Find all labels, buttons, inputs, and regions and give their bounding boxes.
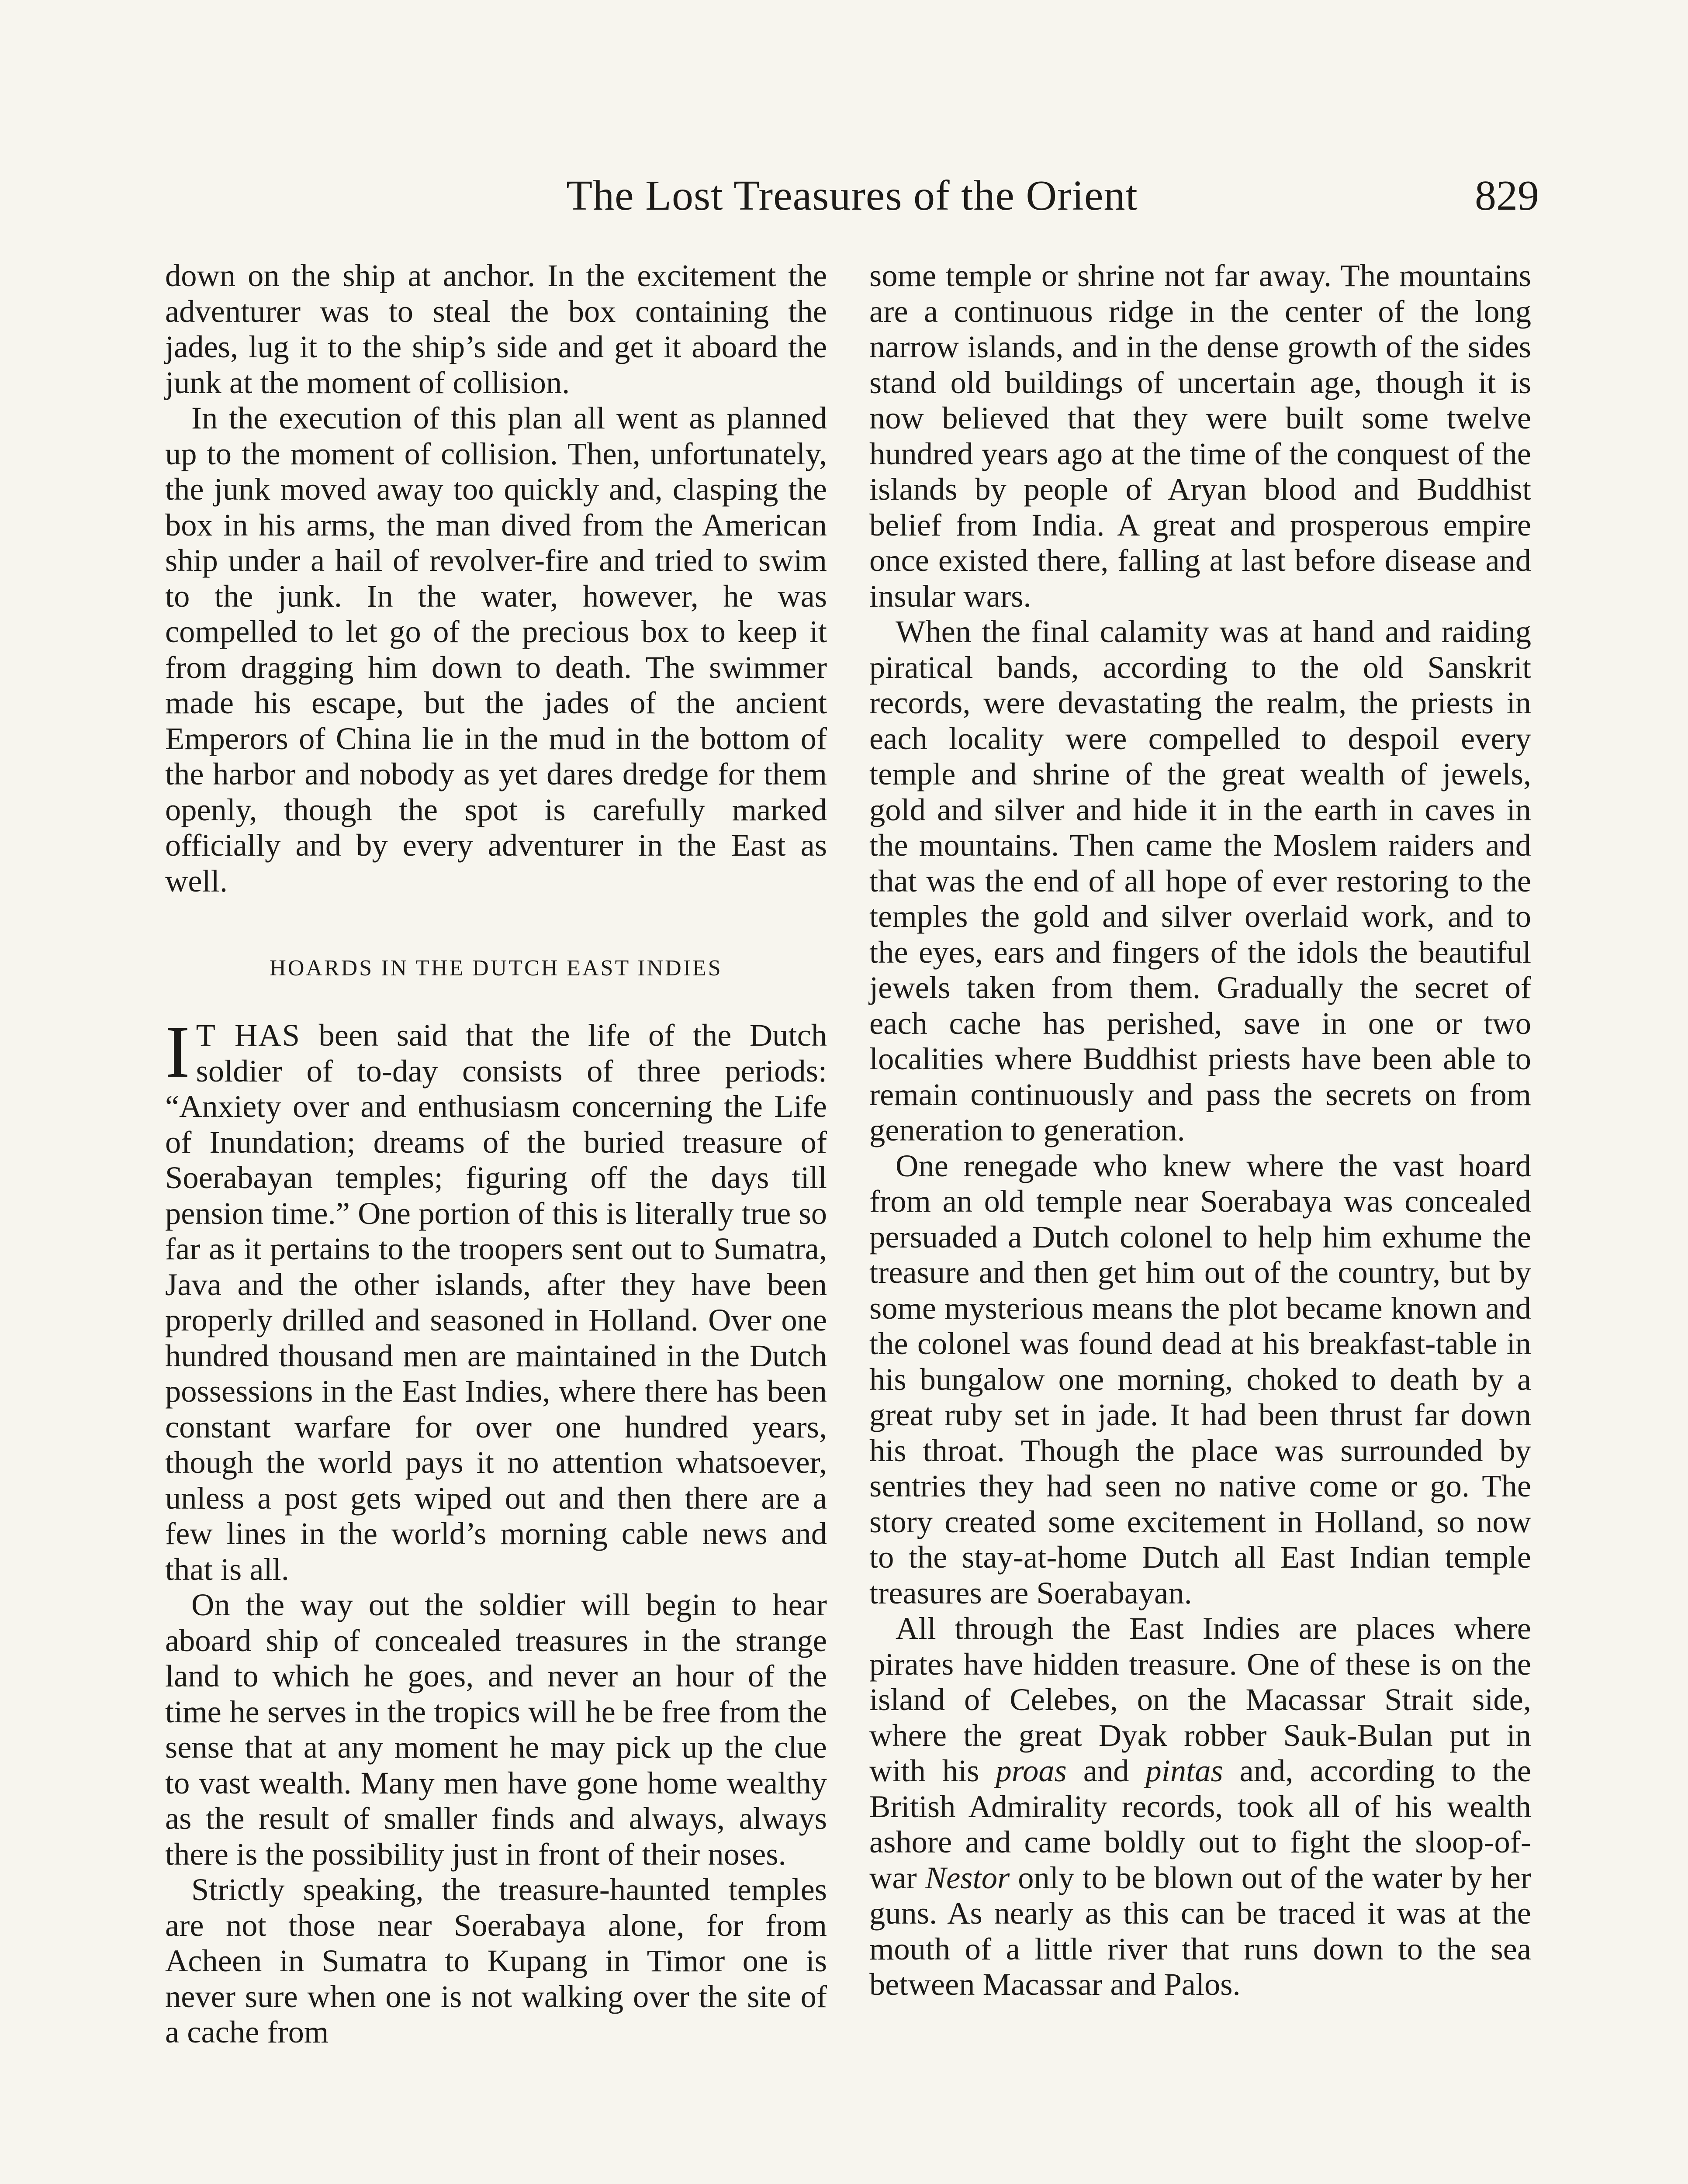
paragraph: On the way out the soldier will begin to hear aboard ship of concealed treasures in the strange land to which he goes, and never an hour of the time he serves in the tropics will he be free from the sense that at any moment he may pick up the clue to vast wealth. Many men have gone home wealthy as the result of smaller finds and always, always there is the possibility just in front of their noses.: [165, 1587, 827, 1872]
drop-cap: I: [165, 1011, 190, 1093]
paragraph: When the final calamity was at hand and raiding piratical bands, according to the old Sanskrit records, were devastating the realm, the priests in each locality were compelled to despoil every temple and shrine of the great wealth of jewels, gold and silver and hide it in the earth in caves in the mountains. Then came the Moslem raiders and that was the end of all hope of ever restoring to the temples the gold and silver overlaid work, and to the eyes, ears and fingers of the idols the beautiful jewels taken from them. Gradually the secret of each cache has perished, save in one or two localities where Buddhist priests have been able to remain continuously and pass the secrets on from generation to generation.: [869, 614, 1531, 1147]
opening-paragraph: [165, 1011, 827, 1587]
paragraph: down on the ship at anchor. In the excitement the adventurer was to steal the box containing the jades, lug it to the ship’s side and get it aboard the junk at the moment of collision.: [165, 258, 827, 400]
paragraph-text: and, according to the British Admirality records, took all of his wealth ashore and came boldly out to fight the sloop-of-war: [869, 1753, 1531, 1895]
italic-term-pintas: pintas: [1145, 1753, 1223, 1788]
paragraph-text: only to be blown out of the water by her guns. As nearly as this can be traced it was at the mouth of a little river that runs down to the sea between Macassar and Palos.: [869, 1859, 1531, 2002]
paragraph: In the execution of this plan all went as planned up to the moment of collision. Then, unfortunately, the junk moved away too quickly and, clasping the box in his arms, the man dived from the American ship under a hail of revolver-fire and tried to swim to the junk. In the water, however, he was compelled to let go of the precious box to keep it from dragging him down to death. The swimmer made his escape, but the jades of the ancient Emperors of China lie in the mud in the bottom of the harbor and nobody as yet dares dredge for them openly, though the spot is carefully marked officially and by every adventurer in the East as well.: [165, 400, 827, 898]
italic-term-proas: proas: [996, 1753, 1067, 1788]
paragraph: One renegade who knew where the vast hoard from an old temple near Soerabaya was concealed persuaded a Dutch colonel to help him exhume the treasure and then get him out of the country, but by some mysterious means the plot became known and the colonel was found dead at his breakfast-table in his bungalow one morning, choked to death by a great ruby set in jade. It had been thrust far down his throat. Though the place was surrounded by sentries they had seen no native come or go. The story created some excitement in Holland, so now to the stay-at-home Dutch all East Indian temple treasures are Soerabayan.: [869, 1147, 1531, 1610]
italic-ship-name: Nestor: [925, 1859, 1010, 1895]
paragraph: some temple or shrine not far away. The mountains are a continuous ridge in the center of the long narrow islands, and in the dense growth of the sides stand old buildings of uncertain age, though it is now believed that they were built some twelve hundred years ago at the time of the conquest of the islands by people of Aryan blood and Buddhist belief from India. A great and prosperous empire once existed there, falling at last before disease and insular wars.: [869, 258, 1531, 614]
small-caps-lead: T HAS: [196, 1017, 301, 1053]
page-number: 829: [1475, 172, 1539, 219]
right-column: [869, 258, 1531, 2002]
left-column: [165, 258, 827, 2050]
paragraph: Strictly speaking, the treasure-haunted temples are not those near Soerabaya alone, for from Acheen in Sumatra to Kupang in Timor one is never sure when one is not walking over the site of a cache from: [165, 1872, 827, 2049]
paragraph-text: been said that the life of the Dutch soldier of to-day consists of three periods: “Anxiety over and enthusiasm concerning the Life of Inundation; dreams of the buried treasure of Soerabayan temples; figuring off the days till pension time.” One portion of this is literally true so far as it pertains to the troopers sent out to Sumatra, Java and the other islands, after they have been properly drilled and seasoned in Holland. Over one hundred thousand men are maintained in the Dutch possessions in the East Indies, where there has been constant warfare for over one hundred years, though the world pays it no attention whatsoever, unless a post gets wiped out and then there are a few lines in the world’s morning cable news and that is all.: [165, 1017, 827, 1587]
paragraph-text: All through the East Indies are places where pirates have hidden treasure. One of these is on the island of Celebes, on the Macassar Strait side, where the great Dyak robber Sauk-Bulan put in with his: [869, 1610, 1531, 1788]
paragraph: [869, 1610, 1531, 2002]
page-header: [165, 165, 1539, 226]
running-head: The Lost Treasures of the Orient: [566, 172, 1138, 219]
section-heading: HOARDS IN THE DUTCH EAST INDIES: [270, 956, 723, 981]
paragraph-text: and: [1066, 1753, 1146, 1788]
